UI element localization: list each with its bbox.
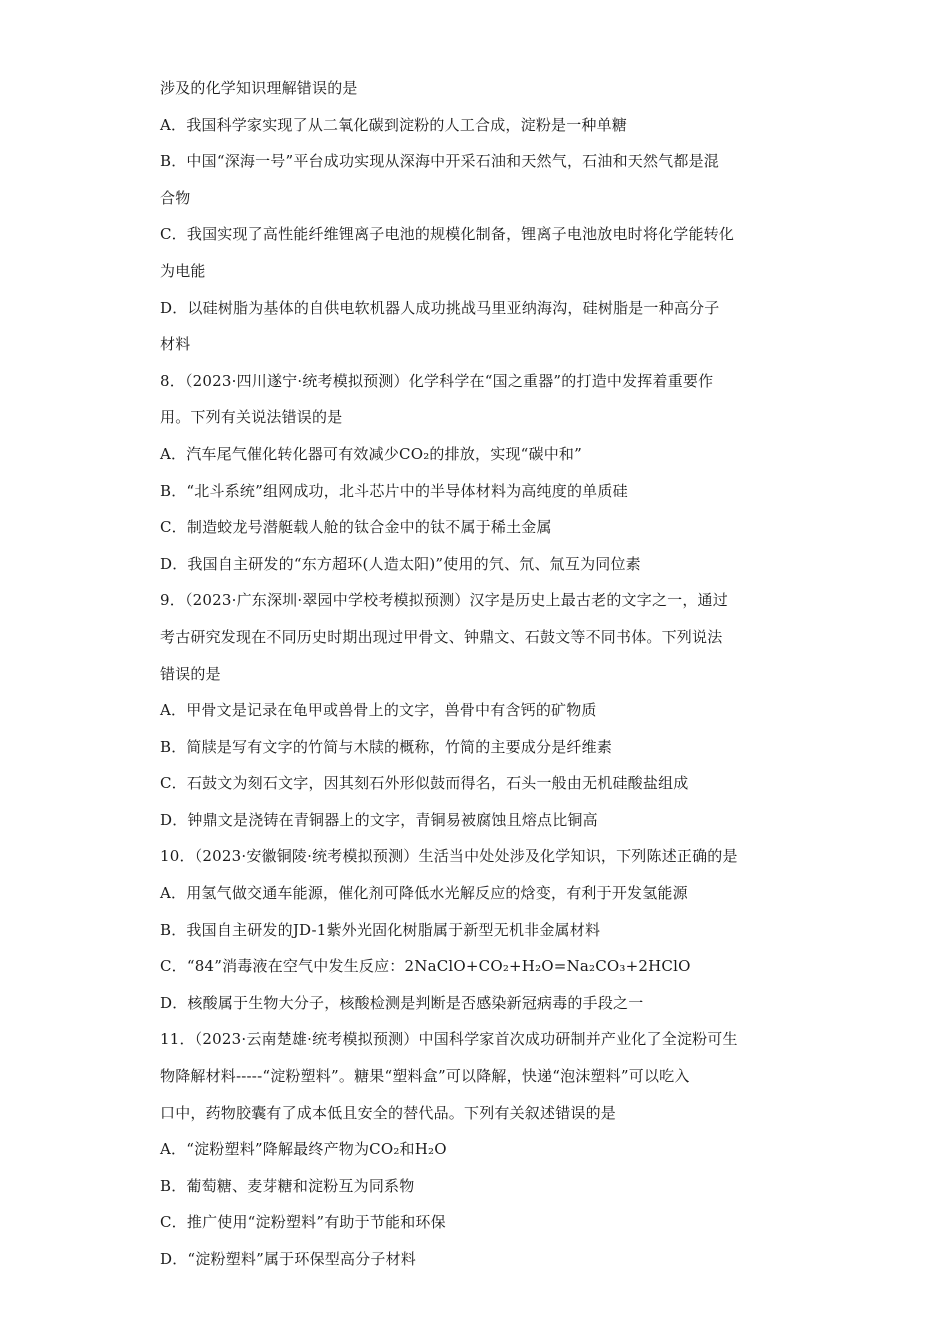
text-line: B．我国自主研发的JD-1紫外光固化树脂属于新型无机非金属材料 [160, 920, 601, 939]
text-line: 为电能 [160, 261, 206, 280]
text-line: B．葡萄糖、麦芽糖和淀粉互为同系物 [160, 1176, 415, 1195]
text-line: D．钟鼎文是浇铸在青铜器上的文字，青铜易被腐蚀且熔点比铜高 [160, 810, 598, 829]
text-line: D．以硅树脂为基体的自供电软机器人成功挑战马里亚纳海沟，硅树脂是一种高分子 [160, 298, 720, 317]
text-line: 错误的是 [160, 664, 221, 683]
document-page [160, 70, 800, 1278]
text-line: A．“淀粉塑料”降解最终产物为CO₂和H₂O [160, 1140, 447, 1159]
question-9-stem: 9．（2023·广东深圳·翠园中学校考模拟预测）汉字是历史上最古老的文字之一，通过 [160, 591, 728, 610]
text-line: A．甲骨文是记录在龟甲或兽骨上的文字，兽骨中有含钙的矿物质 [160, 701, 597, 720]
text-line: C．我国实现了高性能纤维锂离子电池的规模化制备，锂离子电池放电时将化学能转化 [160, 225, 735, 244]
text-line: 物降解材料-----“淀粉塑料”。糖果“塑料盒”可以降解，快递“泡沫塑料”可以吃入 [160, 1067, 690, 1086]
text-line: 用。下列有关说法错误的是 [160, 408, 343, 427]
text-line: 考古研究发现在不同历史时期出现过甲骨文、钟鼎文、石鼓文等不同书体。下列说法 [160, 627, 723, 646]
text-line: 合物 [160, 188, 191, 207]
text-line: 材料 [160, 335, 191, 354]
text-line: C．制造蛟龙号潜艇载人舱的钛合金中的钛不属于稀土金属 [160, 518, 552, 537]
text-line: B．“北斗系统”组网成功，北斗芯片中的半导体材料为高纯度的单质硅 [160, 481, 628, 500]
question-8-stem: 8．（2023·四川遂宁·统考模拟预测）化学科学在“国之重器”的打造中发挥着重要作 [160, 371, 714, 390]
text-line: B．中国“深海一号”平台成功实现从深海中开采石油和天然气，石油和天然气都是混 [160, 152, 719, 171]
text-line: D．我国自主研发的“东方超环(人造太阳)”使用的氕、氘、氚互为同位素 [160, 554, 641, 573]
question-11-stem: 11．（2023·云南楚雄·统考模拟预测）中国科学家首次成功研制并产业化了全淀粉可生 [160, 1030, 738, 1049]
text-line: A．汽车尾气催化转化器可有效减少CO₂的排放，实现“碳中和” [160, 444, 582, 463]
text-line: A．用氢气做交通车能源，催化剂可降低水光解反应的焓变，有利于开发氢能源 [160, 884, 688, 903]
text-line: B．简牍是写有文字的竹简与木牍的概称，竹简的主要成分是纤维素 [160, 737, 613, 756]
text-line: 涉及的化学知识理解错误的是 [160, 79, 358, 97]
text-line: C．“84”消毒液在空气中发生反应：2NaClO+CO₂+H₂O=Na₂CO₃+2HClO [160, 957, 691, 976]
text-line: C．石鼓文为刻石文字，因其刻石外形似鼓而得名，石头一般由无机硅酸盐组成 [160, 774, 689, 793]
text-line: A．我国科学家实现了从二氧化碳到淀粉的人工合成，淀粉是一种单糖 [160, 115, 628, 134]
question-10-stem: 10．（2023·安徽铜陵·统考模拟预测）生活当中处处涉及化学知识，下列陈述正确的是 [160, 847, 738, 866]
text-line: D．核酸属于生物大分子，核酸检测是判断是否感染新冠病毒的手段之一 [160, 993, 644, 1012]
text-line: D．“淀粉塑料”属于环保型高分子材料 [160, 1250, 416, 1268]
text-line: C．推广使用“淀粉塑料”有助于节能和环保 [160, 1213, 446, 1232]
text-line: 口中，药物胶囊有了成本低且安全的替代品。下列有关叙述错误的是 [160, 1103, 617, 1122]
